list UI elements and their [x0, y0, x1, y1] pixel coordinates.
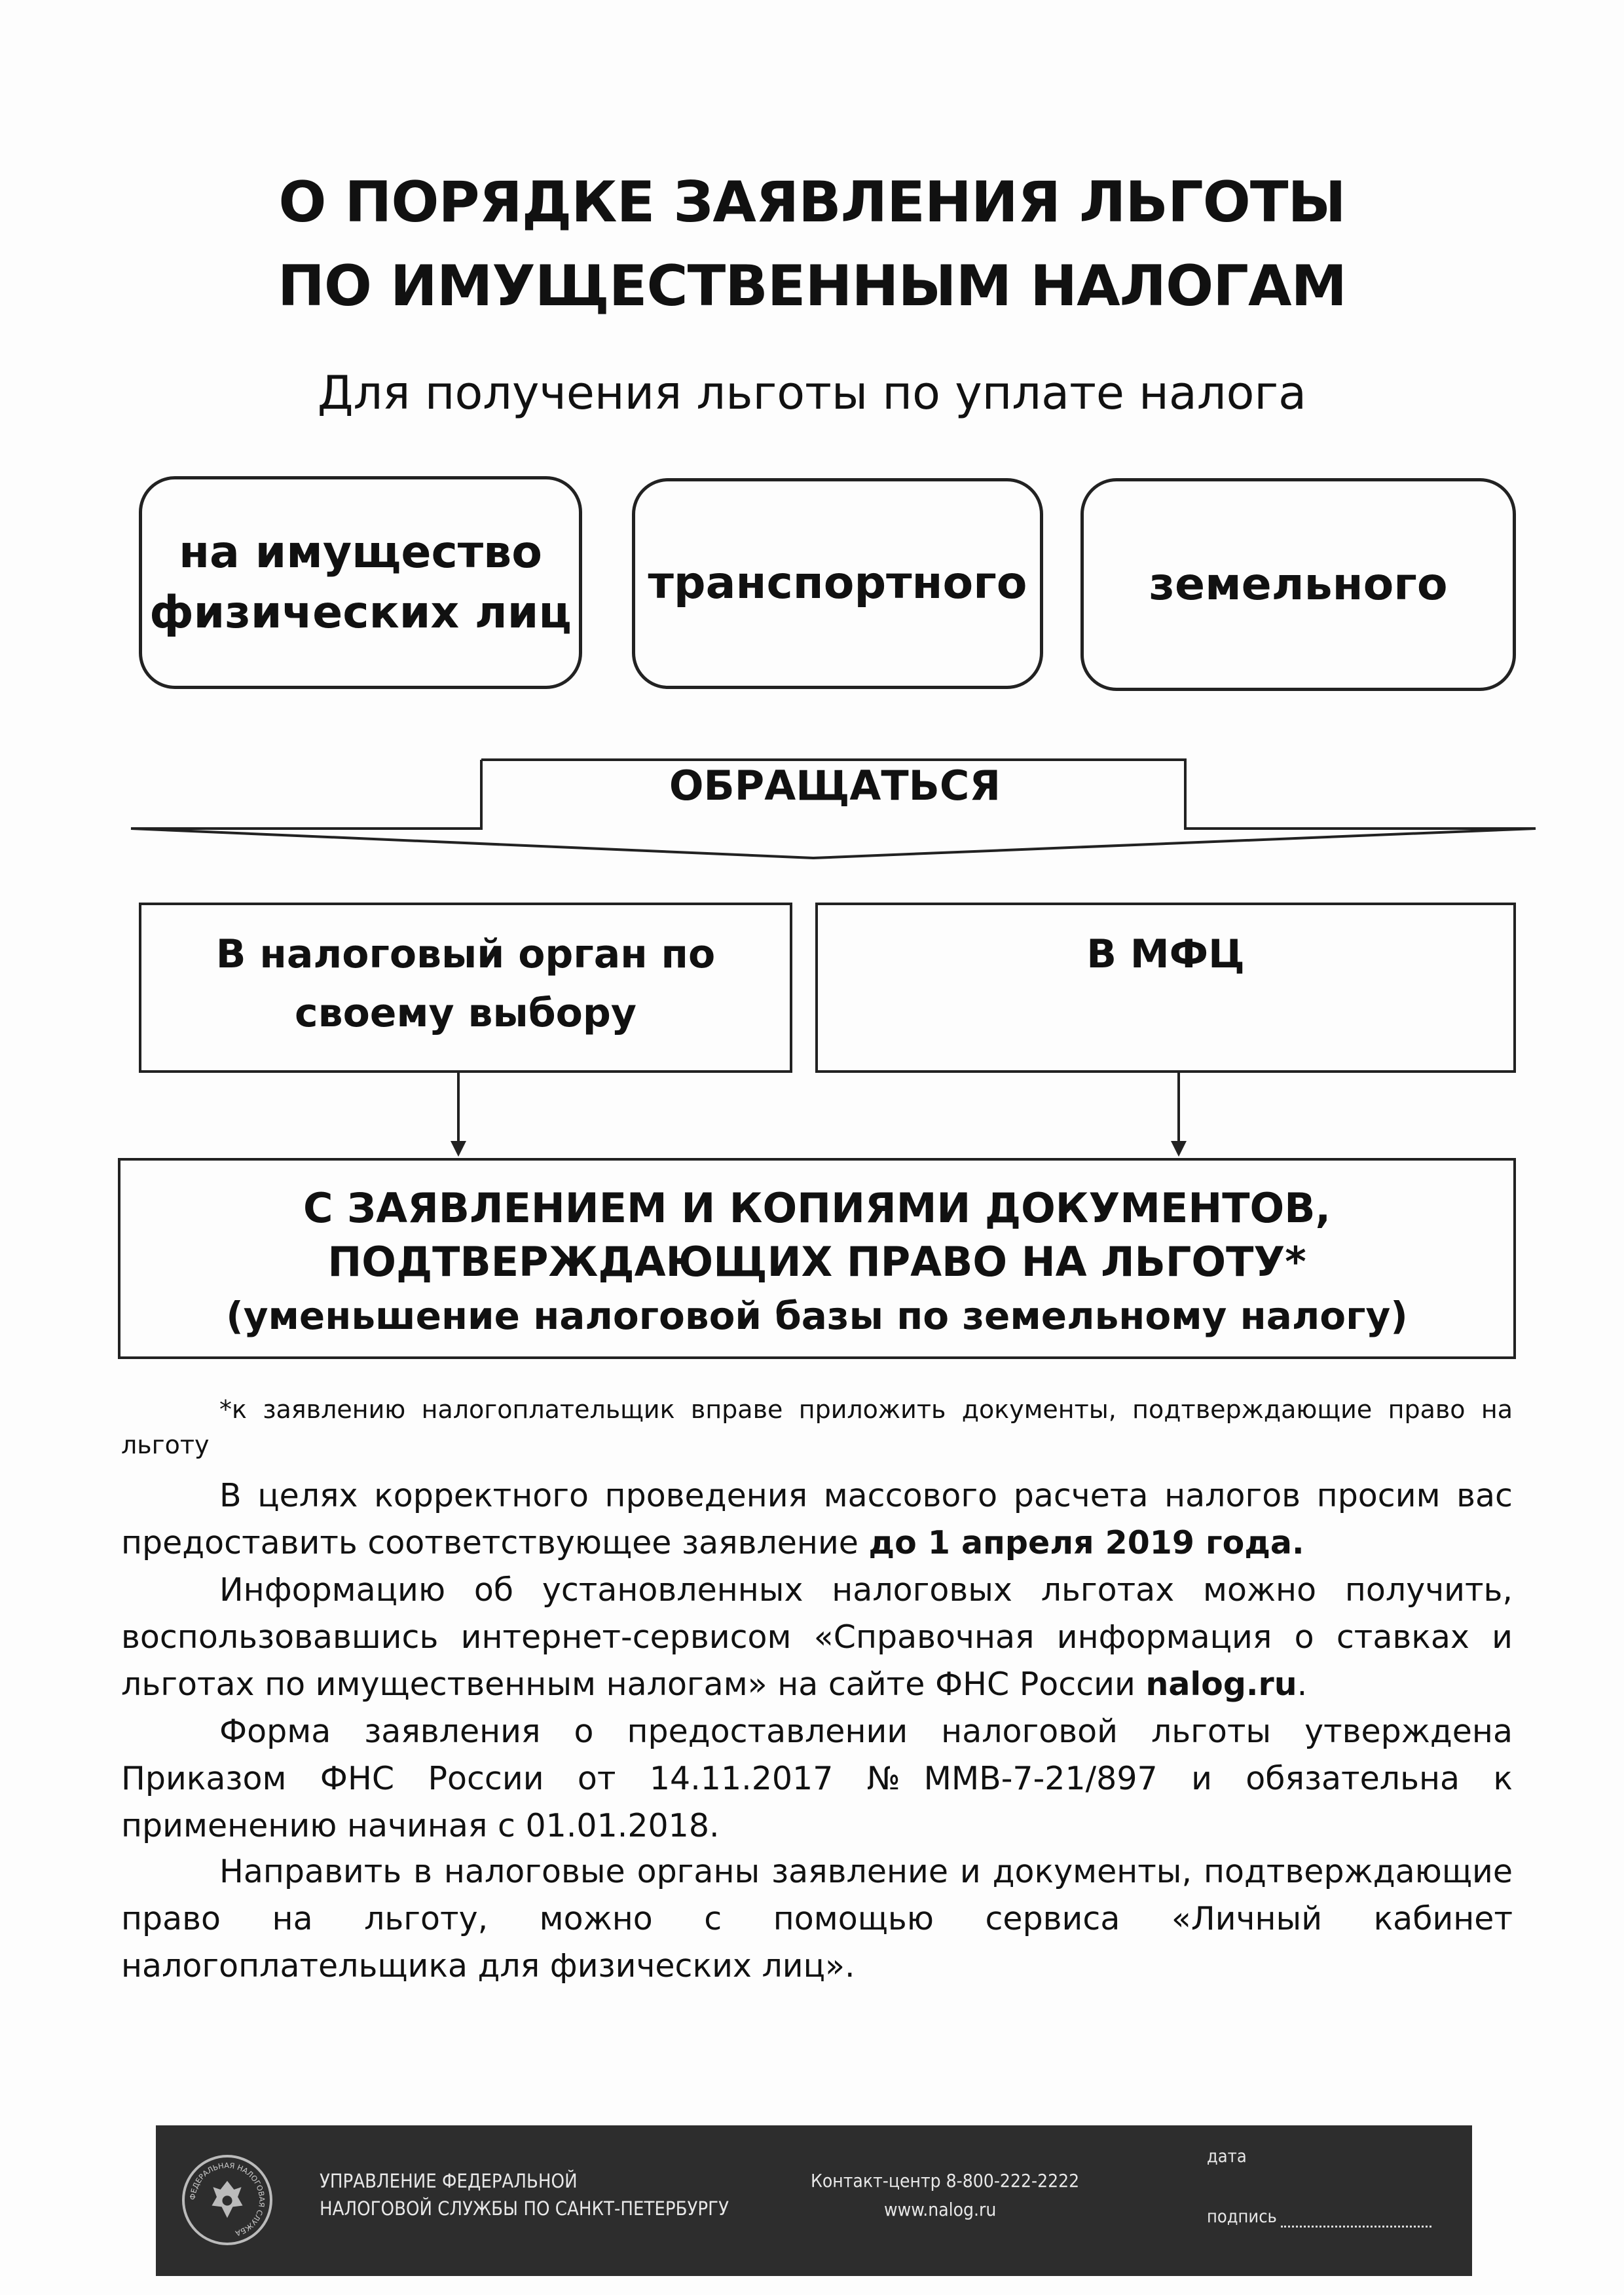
footer-org-line-1: УПРАВЛЕНИЕ ФЕДЕРАЛЬНОЙ — [320, 2170, 578, 2192]
title-line-2: ПО ИМУЩЕСТВЕННЫМ НАЛОГАМ — [277, 253, 1347, 319]
footer-date-label: дата — [1207, 2146, 1247, 2167]
arrow-left-head — [451, 1141, 466, 1157]
requirements-box — [118, 1158, 1516, 1359]
paragraph-form — [121, 1708, 1513, 1850]
paragraph-personal-account — [121, 1848, 1513, 1990]
tax-type-transport-label: транспортного — [648, 557, 1027, 609]
paragraph-deadline — [121, 1472, 1513, 1567]
tax-type-property-line-1: на имущество — [179, 526, 542, 578]
requirements-line-2: ПОДТВЕРЖДАЮЩИХ ПРАВО НА ЛЬГОТУ* — [327, 1238, 1306, 1286]
subtitle: Для получения льготы по уплате налога — [317, 366, 1307, 420]
paragraph-deadline-text: В целях корректного проведения массового расчета налогов просим вас предоставить соответствующее заявление — [121, 1477, 1513, 1561]
paragraph-personal-account-text: Направить в налоговые органы заявление и документы, подтверждающие право на льготу, можно с помощью сервиса «Личный кабинет налогоплательщика для физических лиц». — [121, 1853, 1513, 1985]
tax-type-property-line-2: физических лиц — [149, 586, 572, 639]
arrow-right-head — [1171, 1141, 1187, 1157]
requirements-note: (уменьшение налоговой базы по земельному налогу) — [226, 1294, 1408, 1338]
footer-contact: Контакт-центр 8-800-222-2222 — [811, 2170, 1080, 2192]
paragraph-info-service — [121, 1567, 1513, 1708]
footer-bar — [156, 2125, 1472, 2276]
emblem-ring-text: ФЕДЕРАЛЬНАЯ НАЛОГОВАЯ СЛУЖБА — [188, 2161, 267, 2238]
footer-org-line-2: НАЛОГОВОЙ СЛУЖБЫ ПО САНКТ-ПЕТЕРБУРГУ — [320, 2197, 729, 2220]
deadline-date: до 1 апреля 2019 года. — [868, 1524, 1304, 1561]
title-line-1: О ПОРЯДКЕ ЗАЯВЛЕНИЯ ЛЬГОТЫ — [278, 170, 1346, 235]
tax-type-land-label: земельного — [1149, 558, 1448, 610]
fns-emblem-icon — [182, 2155, 272, 2245]
footer-website[interactable]: www.nalog.ru — [884, 2199, 997, 2220]
destination-mfc — [815, 903, 1516, 1073]
signature-line[interactable] — [1281, 2226, 1431, 2228]
footnote-text: *к заявлению налогоплательщик вправе приложить документы, подтверждающие право на льготу — [121, 1395, 1513, 1459]
paragraph-info-service-end: . — [1297, 1666, 1308, 1703]
destination-mfc-label: В МФЦ — [1086, 931, 1245, 977]
destination-tax-office — [139, 903, 792, 1073]
requirements-line-1: С ЗАЯВЛЕНИЕМ И КОПИЯМИ ДОКУМЕНТОВ, — [303, 1184, 1331, 1232]
website-link[interactable]: nalog.ru — [1145, 1666, 1297, 1703]
destination-tax-office-line-2: своему выбору — [295, 990, 637, 1036]
destination-tax-office-line-1: В налоговый орган по — [215, 931, 716, 977]
paragraph-form-text: Форма заявления о предоставлении налоговой льготы утверждена Приказом ФНС России от 14.11.2017 №ММВ-7-21/897 и обязательна к применению начиная с 01.01.2018. — [121, 1713, 1513, 1844]
footnote — [121, 1392, 1513, 1463]
paragraph-info-service-text: Информацию об установленных налоговых льготах можно получить, воспользовавшись интернет-сервисом «Справочная информация о ставках и льготах по имущественным налогам» на сайте ФНС России — [121, 1571, 1513, 1703]
footer-signature-label: подпись — [1207, 2207, 1277, 2227]
action-label: ОБРАЩАТЬСЯ — [669, 762, 1001, 810]
